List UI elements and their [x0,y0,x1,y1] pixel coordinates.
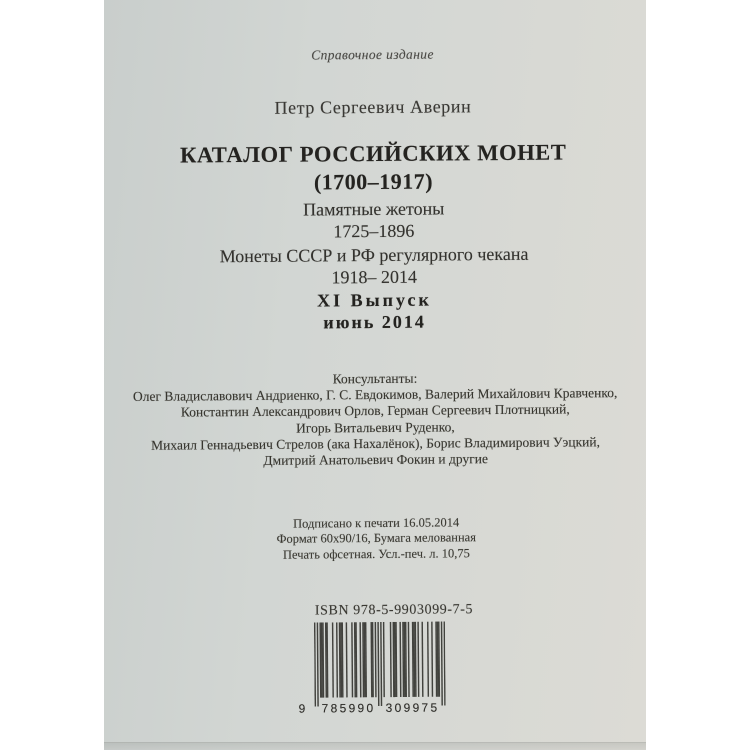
author-name: Петр Сергеевич Аверин [274,96,472,118]
edition-note: Справочное издание [311,46,434,63]
imprint-line: Подписано к печати 16.05.2014 [293,515,460,531]
barcode-digit-group: 309975 [385,700,440,715]
consultants-line: Игорь Витальевич Руденко, [296,418,455,436]
book-title: КАТАЛОГ РОССИЙСКИХ МОНЕТ [179,139,567,168]
consultants-block [104,369,647,470]
consultants-line: Михаил Геннадьевич Стрелов (ака Нахалёнок), Борис Владимирович Уэцкий, [151,434,600,453]
consultants-line: Дмитрий Анатольевич Фокин и другие [263,451,488,468]
consultants-line: Олег Владиславович Андриенко, Г. С. Евдокимов, Валерий Михайлович Кравченко, [132,385,618,405]
section2-title: Монеты СССР и РФ регулярного чекана [219,243,529,267]
imprint-line: Печать офсетная. Усл.-печ. л. 10,75 [282,546,470,562]
section2-years: 1918– 2014 [331,266,418,288]
barcode-digit-group: 785990 [321,701,376,716]
consultants-heading: Консультанты: [332,370,418,387]
book-title-years: (1700–1917) [313,168,434,195]
imprint-block [105,514,647,564]
consultants-line: Константин Александрович Орлов, Герман Сергеевич Плотницкий, [180,401,570,420]
barcode-bars-icon [314,621,446,706]
imprint-line: Формат 60х90/16, Бумага мелованная [276,530,477,547]
issue-month: июнь 2014 [323,311,426,333]
section1-title: Памятные жетоны [302,198,445,220]
page-bottom-edge [104,742,646,750]
ean13-barcode [298,621,446,718]
barcode-digit-group: 9 [298,701,306,716]
issue-number: XI Выпуск [316,289,432,311]
section1-years: 1725–1896 [333,220,415,242]
book-page [104,0,646,750]
isbn-text: ISBN 978-5-9903099-7-5 [314,602,474,619]
page-content [101,0,649,750]
